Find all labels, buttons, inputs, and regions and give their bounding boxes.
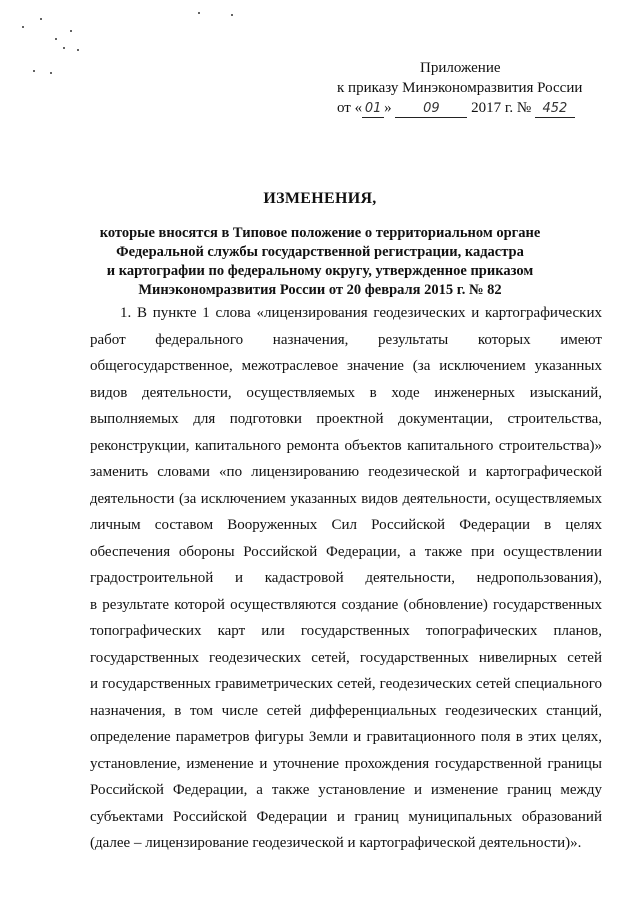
appendix-header (337, 58, 597, 118)
body-line: общегосударственное, межотраслевое значение (за исключением указанных (90, 358, 602, 374)
document-subtitle (90, 224, 550, 300)
date-prefix: от « (337, 100, 363, 116)
body-line: назначения, в том числе сетей дифференциальных геодезических станций, (90, 702, 602, 719)
date-close-quote: » (384, 100, 392, 116)
body-line: заменить словами «по лицензированию геодезической и картографической (90, 464, 602, 480)
body-line: реконструкции, капитального ремонта объектов капитального строительства)» (90, 437, 602, 454)
body-line: определение параметров фигуры Земли и гравитационного поля в этих целях, (90, 729, 602, 745)
appendix-order-ref: к приказу Минэкономразвития России (337, 80, 583, 96)
document-title: ИЗМЕНЕНИЯ, (263, 190, 377, 207)
appendix-date-line (337, 98, 597, 118)
body-line: работ федерального назначения, результаты которых имеют (90, 331, 602, 348)
body-line: выполняемых для подготовки проектной документации, строительства, (90, 411, 602, 427)
body-line: в результате которой осуществляются создание (обновление) государственных (90, 596, 602, 613)
body-line: личным составом Вооруженных Сил Российской Федерации в целях (90, 517, 602, 533)
subtitle-line: Минэкономразвития России от 20 февраля 2015 г. № 82 (138, 282, 502, 298)
body-line: субъектами Российской Федерации и границ муниципальных образований (90, 808, 602, 825)
appendix-label: Приложение (420, 60, 501, 76)
year-text: 2017 г. № (471, 100, 532, 116)
body-line: градостроительной и кадастровой деятельности, недропользования), (90, 570, 602, 586)
body-line: деятельности (за исключением указанных видов деятельности, осуществляемых (90, 490, 602, 507)
body-line: видов деятельности, осуществляемых в ходе инженерных изысканий, (90, 384, 602, 401)
subtitle-line: которые вносятся в Типовое положение о территориальном органе (99, 225, 541, 241)
body-line: государственных геодезических сетей, государственных нивелирных сетей (90, 649, 602, 666)
body-line: Российской Федерации, а также установление и изменение границ между (90, 782, 602, 798)
document-body (90, 300, 602, 857)
subtitle-line: Федеральной службы государственной регистрации, кадастра (116, 244, 524, 260)
body-line: обеспечения обороны Российской Федерации, а также при осуществлении (90, 543, 602, 560)
body-line: 1. В пункте 1 слова «лицензирования геодезических и картографических (120, 305, 602, 321)
body-line: топографических карт или государственных топографических планов, (90, 623, 602, 639)
handwritten-number: 452 (535, 101, 575, 118)
handwritten-month: 09 (395, 101, 467, 118)
body-line: и государственных гравиметрических сетей, геодезических сетей специального (90, 676, 602, 692)
subtitle-line: и картографии по федеральному округу, утвержденное приказом (106, 263, 534, 279)
body-line: установление, изменение и уточнение прохождения государственной границы (90, 755, 602, 772)
body-line: (далее – лицензирование геодезической и картографической деятельности)». (90, 835, 582, 851)
handwritten-day: 01 (362, 101, 384, 118)
